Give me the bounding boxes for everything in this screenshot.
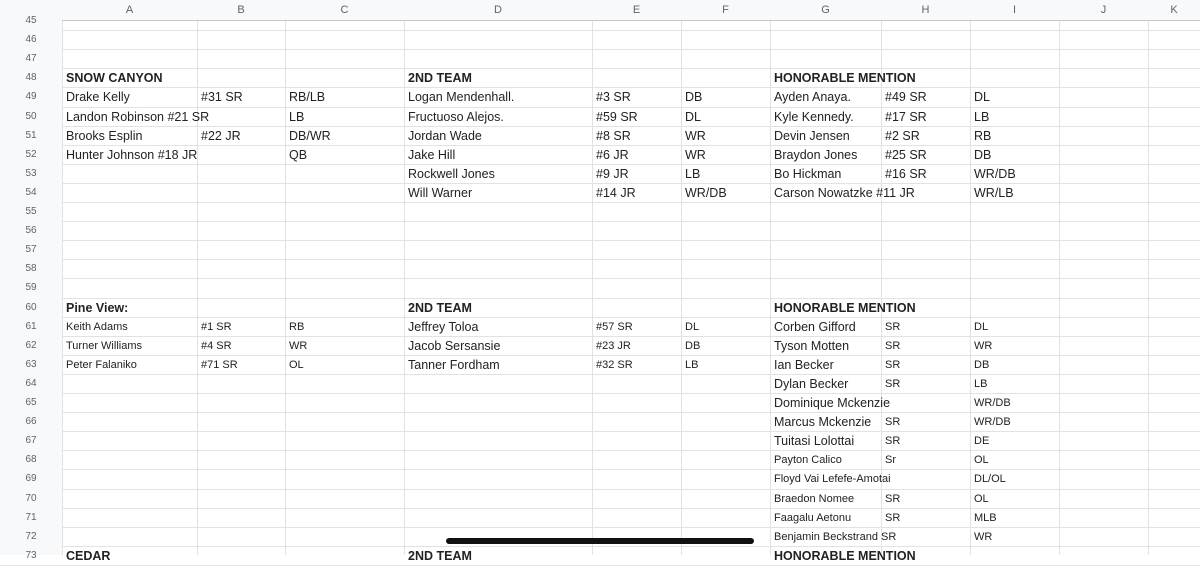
cell-c49[interactable]: RB/LB <box>289 90 326 104</box>
grid-horizontal-line <box>0 278 1200 279</box>
cell-g62[interactable]: Tyson Motten <box>774 339 850 353</box>
row-header[interactable]: 60 <box>25 302 37 313</box>
cell-f49[interactable]: DB <box>685 90 703 104</box>
cell-h63[interactable]: SR <box>885 359 901 371</box>
cell-i70[interactable]: OL <box>974 493 989 505</box>
cell-i68[interactable]: OL <box>974 454 989 466</box>
cell-h50[interactable]: #17 SR <box>885 110 927 124</box>
cell-g65[interactable]: Dominique Mckenzie <box>774 396 891 410</box>
row-header[interactable]: 69 <box>25 473 37 484</box>
cell-i53[interactable]: WR/DB <box>974 167 1016 181</box>
cell-h51[interactable]: #2 SR <box>885 129 920 143</box>
cell-h70[interactable]: SR <box>885 493 901 505</box>
row-header[interactable]: 61 <box>25 321 37 332</box>
cell-c62[interactable]: WR <box>289 340 308 352</box>
column-header-a[interactable]: A <box>125 4 134 16</box>
cell-e62[interactable]: #23 JR <box>596 340 631 352</box>
row-header[interactable]: 66 <box>25 416 37 427</box>
cell-g49[interactable]: Ayden Anaya. <box>774 90 851 104</box>
cell-i62[interactable]: WR <box>974 340 993 352</box>
grid-horizontal-line <box>0 469 1200 470</box>
cell-a51[interactable]: Brooks Esplin <box>66 129 143 143</box>
grid-horizontal-line <box>0 374 1200 375</box>
cell-d63[interactable]: Tanner Fordham <box>408 358 500 372</box>
cell-i49[interactable]: DL <box>974 90 990 104</box>
cell-d61[interactable]: Jeffrey Toloa <box>408 320 479 334</box>
row-header[interactable]: 59 <box>25 282 37 293</box>
column-header-e[interactable]: E <box>632 4 641 16</box>
cell-h61[interactable]: SR <box>885 321 901 333</box>
row-header[interactable]: 71 <box>25 512 37 523</box>
cell-f63[interactable]: LB <box>685 359 699 371</box>
cell-g64[interactable]: Dylan Becker <box>774 377 849 391</box>
row-header[interactable]: 63 <box>25 359 37 370</box>
cell-g54[interactable]: Carson Nowatzke #11 JR <box>774 186 915 200</box>
cell-c50[interactable]: LB <box>289 110 305 124</box>
cell-d49[interactable]: Logan Mendenhall. <box>408 90 515 104</box>
cell-c63[interactable]: OL <box>289 359 304 371</box>
cell-g69[interactable]: Floyd Vai Lefefe-Amotai <box>774 473 891 485</box>
cell-i63[interactable]: DB <box>974 359 990 371</box>
cell-g72[interactable]: Benjamin Beckstrand SR <box>774 531 897 543</box>
row-header[interactable]: 64 <box>25 378 37 389</box>
cell-a48[interactable]: SNOW CANYON <box>66 71 163 85</box>
cell-i71[interactable]: MLB <box>974 512 997 524</box>
cell-a62[interactable]: Turner Williams <box>66 340 142 352</box>
cell-e61[interactable]: #57 SR <box>596 321 633 333</box>
cell-a52[interactable]: Hunter Johnson #18 JR <box>66 148 198 162</box>
cell-i65[interactable]: WR/DB <box>974 397 1011 409</box>
cell-h68[interactable]: Sr <box>885 454 896 466</box>
cell-d62[interactable]: Jacob Sersansie <box>408 339 501 353</box>
cell-f51[interactable]: WR <box>685 129 706 143</box>
grid-horizontal-line <box>0 164 1200 165</box>
cell-i64[interactable]: LB <box>974 378 988 390</box>
cell-g66[interactable]: Marcus Mckenzie <box>774 415 872 429</box>
row-header[interactable]: 65 <box>25 397 37 408</box>
cell-i67[interactable]: DE <box>974 435 990 447</box>
cell-b61[interactable]: #1 SR <box>201 321 232 333</box>
cell-g70[interactable]: Braedon Nomee <box>774 493 855 505</box>
row-header[interactable]: 70 <box>25 493 37 504</box>
cell-d52[interactable]: Jake Hill <box>408 148 456 162</box>
cell-f62[interactable]: DB <box>685 340 701 352</box>
cell-d48[interactable]: 2ND TEAM <box>408 71 472 85</box>
cell-a63[interactable]: Peter Falaniko <box>66 359 137 371</box>
cell-g52[interactable]: Braydon Jones <box>774 148 858 162</box>
cell-d53[interactable]: Rockwell Jones <box>408 167 495 181</box>
row-header[interactable]: 51 <box>25 130 37 141</box>
cell-g63[interactable]: Ian Becker <box>774 358 834 372</box>
grid-horizontal-line <box>0 49 1200 50</box>
column-header-k[interactable]: K <box>1170 4 1178 16</box>
cell-g71[interactable]: Faagalu Aetonu <box>774 512 852 524</box>
cell-d60[interactable]: 2ND TEAM <box>408 301 472 315</box>
column-header-f[interactable]: F <box>722 4 729 16</box>
cell-c51[interactable]: DB/WR <box>289 129 331 143</box>
row-header[interactable]: 67 <box>25 435 37 446</box>
column-header-d[interactable]: D <box>494 4 502 16</box>
cell-g60[interactable]: HONORABLE MENTION <box>774 301 916 315</box>
row-header[interactable]: 55 <box>25 206 37 217</box>
column-header-g[interactable]: G <box>821 4 830 16</box>
cell-g51[interactable]: Devin Jensen <box>774 129 850 143</box>
cell-h49[interactable]: #49 SR <box>885 90 927 104</box>
grid-horizontal-line <box>0 107 1200 108</box>
grid-horizontal-line <box>0 412 1200 413</box>
row-header[interactable]: 54 <box>25 187 37 198</box>
grid-horizontal-line <box>0 450 1200 451</box>
cell-a50[interactable]: Landon Robinson #21 SR <box>66 110 210 124</box>
grid-horizontal-line <box>0 240 1200 241</box>
cell-b63[interactable]: #71 SR <box>201 359 238 371</box>
cell-a60[interactable]: Pine View: <box>66 301 129 315</box>
cell-h62[interactable]: SR <box>885 340 901 352</box>
cell-i54[interactable]: WR/LB <box>974 186 1014 200</box>
cell-e49[interactable]: #3 SR <box>596 90 631 104</box>
cell-f53[interactable]: LB <box>685 167 701 181</box>
grid-horizontal-line <box>0 183 1200 184</box>
grid-horizontal-line <box>0 126 1200 127</box>
cell-d51[interactable]: Jordan Wade <box>408 129 482 143</box>
cell-h64[interactable]: SR <box>885 378 901 390</box>
cell-b62[interactable]: #4 SR <box>201 340 232 352</box>
row-header[interactable]: 58 <box>25 263 37 274</box>
cell-g68[interactable]: Payton Calico <box>774 454 842 466</box>
row-header[interactable]: 62 <box>25 340 37 351</box>
column-header-i[interactable]: I <box>1012 4 1017 16</box>
home-indicator-bar[interactable] <box>446 538 754 544</box>
row-header[interactable]: 68 <box>25 454 37 465</box>
cell-e52[interactable]: #6 JR <box>596 148 629 162</box>
cell-b51[interactable]: #22 JR <box>201 129 241 143</box>
cell-i72[interactable]: WR <box>974 531 993 543</box>
cell-e51[interactable]: #8 SR <box>596 129 631 143</box>
row-header[interactable]: 47 <box>25 53 37 64</box>
cell-g48[interactable]: HONORABLE MENTION <box>774 71 916 85</box>
cell-i69[interactable]: DL/OL <box>974 473 1006 485</box>
row-header[interactable]: 45 <box>25 15 37 26</box>
cell-h53[interactable]: #16 SR <box>885 167 927 181</box>
row-header[interactable]: 53 <box>25 168 37 179</box>
row-header[interactable]: 57 <box>25 244 37 255</box>
cell-h52[interactable]: #25 SR <box>885 148 927 162</box>
grid-horizontal-line <box>0 87 1200 88</box>
grid-horizontal-line <box>0 202 1200 203</box>
column-header-c[interactable]: C <box>340 4 349 16</box>
cell-g67[interactable]: Tuitasi Lolottai <box>774 434 855 448</box>
cell-h67[interactable]: SR <box>885 435 901 447</box>
grid-horizontal-line <box>0 298 1200 299</box>
grid-horizontal-line <box>0 317 1200 318</box>
grid-horizontal-line <box>0 393 1200 394</box>
grid-horizontal-line <box>0 431 1200 432</box>
grid-horizontal-line <box>0 145 1200 146</box>
grid-horizontal-line <box>0 68 1200 69</box>
grid-horizontal-line <box>0 336 1200 337</box>
column-header-j[interactable]: J <box>1100 4 1107 16</box>
cell-d54[interactable]: Will Warner <box>408 186 473 200</box>
cell-i51[interactable]: RB <box>974 129 992 143</box>
row-header[interactable]: 52 <box>25 149 37 160</box>
cell-e50[interactable]: #59 SR <box>596 110 638 124</box>
cell-g50[interactable]: Kyle Kennedy. <box>774 110 854 124</box>
grid-horizontal-line <box>0 30 1200 31</box>
row-header[interactable]: 50 <box>25 111 37 122</box>
row-header[interactable]: 46 <box>25 34 37 45</box>
cell-e63[interactable]: #32 SR <box>596 359 633 371</box>
cell-f52[interactable]: WR <box>685 148 706 162</box>
grid-horizontal-line <box>0 221 1200 222</box>
grid-horizontal-line <box>0 355 1200 356</box>
row-header[interactable]: 56 <box>25 225 37 236</box>
cell-b49[interactable]: #31 SR <box>201 90 243 104</box>
cell-a49[interactable]: Drake Kelly <box>66 90 130 104</box>
row-header[interactable]: 48 <box>25 72 37 83</box>
grid-horizontal-line <box>0 259 1200 260</box>
grid-horizontal-line <box>0 489 1200 490</box>
cell-e54[interactable]: #14 JR <box>596 186 636 200</box>
cell-a73[interactable]: CEDAR <box>66 549 111 563</box>
cell-f61[interactable]: DL <box>685 321 700 333</box>
cell-a61[interactable]: Keith Adams <box>66 321 128 333</box>
cell-c61[interactable]: RB <box>289 321 305 333</box>
cell-h71[interactable]: SR <box>885 512 901 524</box>
row-header[interactable]: 72 <box>25 531 37 542</box>
cell-d50[interactable]: Fructuoso Alejos. <box>408 110 504 124</box>
cell-i52[interactable]: DB <box>974 148 992 162</box>
cell-e53[interactable]: #9 JR <box>596 167 629 181</box>
cell-f50[interactable]: DL <box>685 110 701 124</box>
cell-g73[interactable]: HONORABLE MENTION <box>774 549 916 563</box>
cell-i66[interactable]: WR/DB <box>974 416 1011 428</box>
column-header-h[interactable]: H <box>921 4 930 16</box>
column-header-b[interactable]: B <box>237 4 245 16</box>
cell-i50[interactable]: LB <box>974 110 990 124</box>
cell-d73[interactable]: 2ND TEAM <box>408 549 472 563</box>
cell-g53[interactable]: Bo Hickman <box>774 167 842 181</box>
cell-f54[interactable]: WR/DB <box>685 186 727 200</box>
grid-horizontal-line <box>0 508 1200 509</box>
grid-horizontal-line <box>0 527 1200 528</box>
cell-i61[interactable]: DL <box>974 321 989 333</box>
row-header[interactable]: 49 <box>25 91 37 102</box>
cell-h66[interactable]: SR <box>885 416 901 428</box>
grid-horizontal-line <box>0 546 1200 547</box>
cell-c52[interactable]: QB <box>289 148 308 162</box>
cell-g61[interactable]: Corben Gifford <box>774 320 856 334</box>
row-header[interactable]: 73 <box>25 550 37 561</box>
